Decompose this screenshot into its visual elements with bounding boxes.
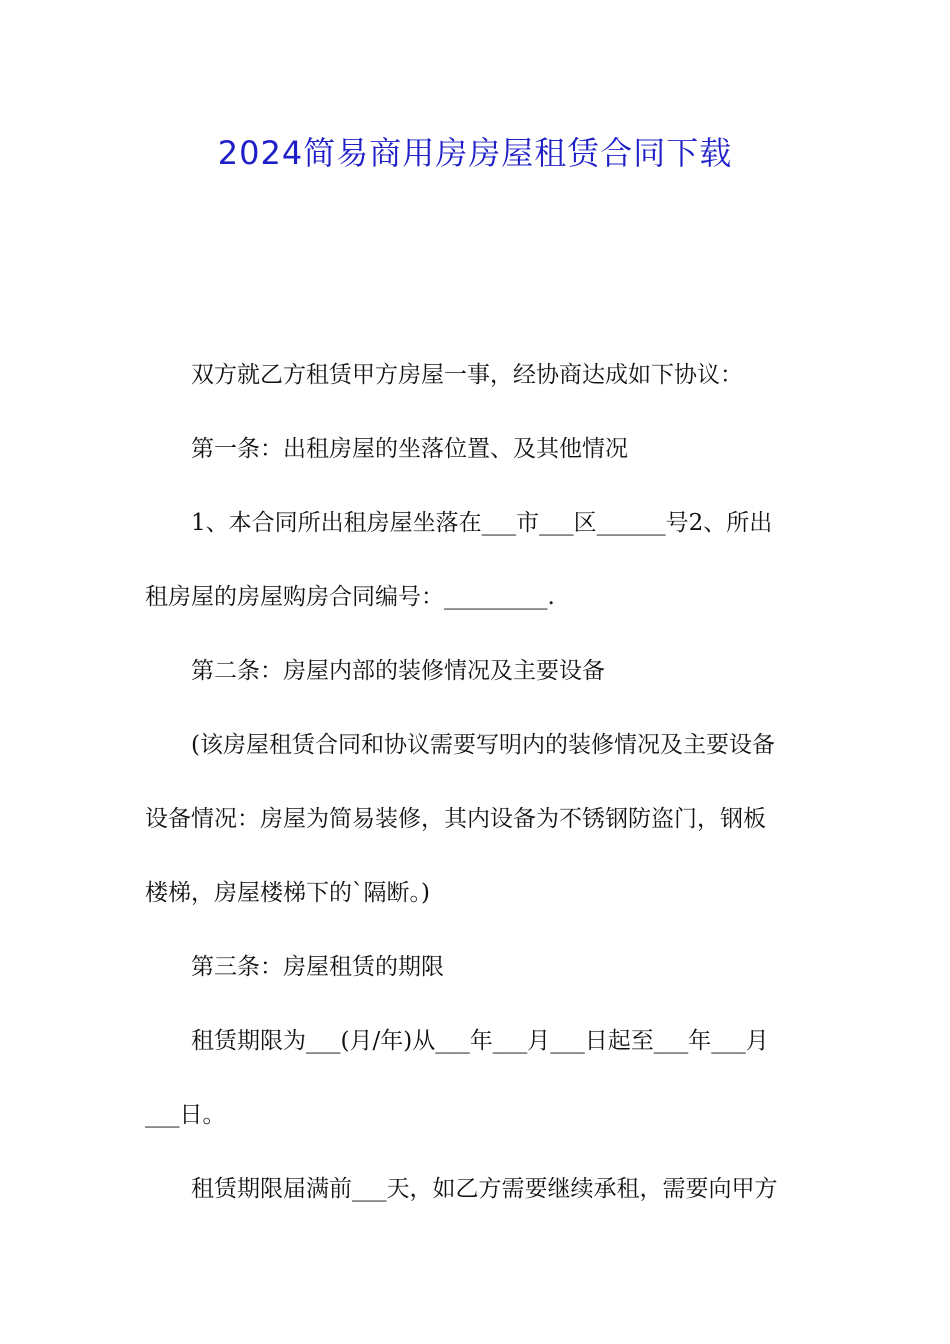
clause-2-detail-line-3: 楼梯，房屋楼梯下的`隔断。) [145, 880, 430, 906]
clause-2-heading: 第二条：房屋内部的装修情况及主要设备 [191, 658, 605, 684]
clause-3-term-line-2: ___日。 [145, 1102, 226, 1128]
clause-1-item-line-2: 租房屋的房屋购房合同编号：_________. [145, 584, 555, 610]
clause-2-detail-line-2: 设备情况：房屋为简易装修，其内设备为不锈钢防盗门，钢板 [145, 806, 766, 832]
clause-3-term-line-1: 租赁期限为___(月/年)从___年___月___日起至___年___月 [191, 1028, 769, 1054]
clause-2-detail-line-1: (该房屋租赁合同和协议需要写明内的装修情况及主要设备 [191, 732, 775, 758]
paragraph-agreement-intro: 双方就乙方租赁甲方房屋一事，经协商达成如下协议： [191, 362, 743, 388]
clause-1-item-line-1: 1、本合同所出租房屋坐落在___市___区______号2、所出 [191, 510, 773, 536]
clause-3-renewal-line-1: 租赁期限届满前___天，如乙方需要继续承租，需要向甲方 [191, 1176, 778, 1202]
clause-1-heading: 第一条：出租房屋的坐落位置、及其他情况 [191, 436, 628, 462]
document-title: 2024简易商用房房屋租赁合同下载 [217, 134, 733, 172]
clause-3-heading: 第三条：房屋租赁的期限 [191, 954, 444, 980]
document-body [145, 338, 810, 1226]
